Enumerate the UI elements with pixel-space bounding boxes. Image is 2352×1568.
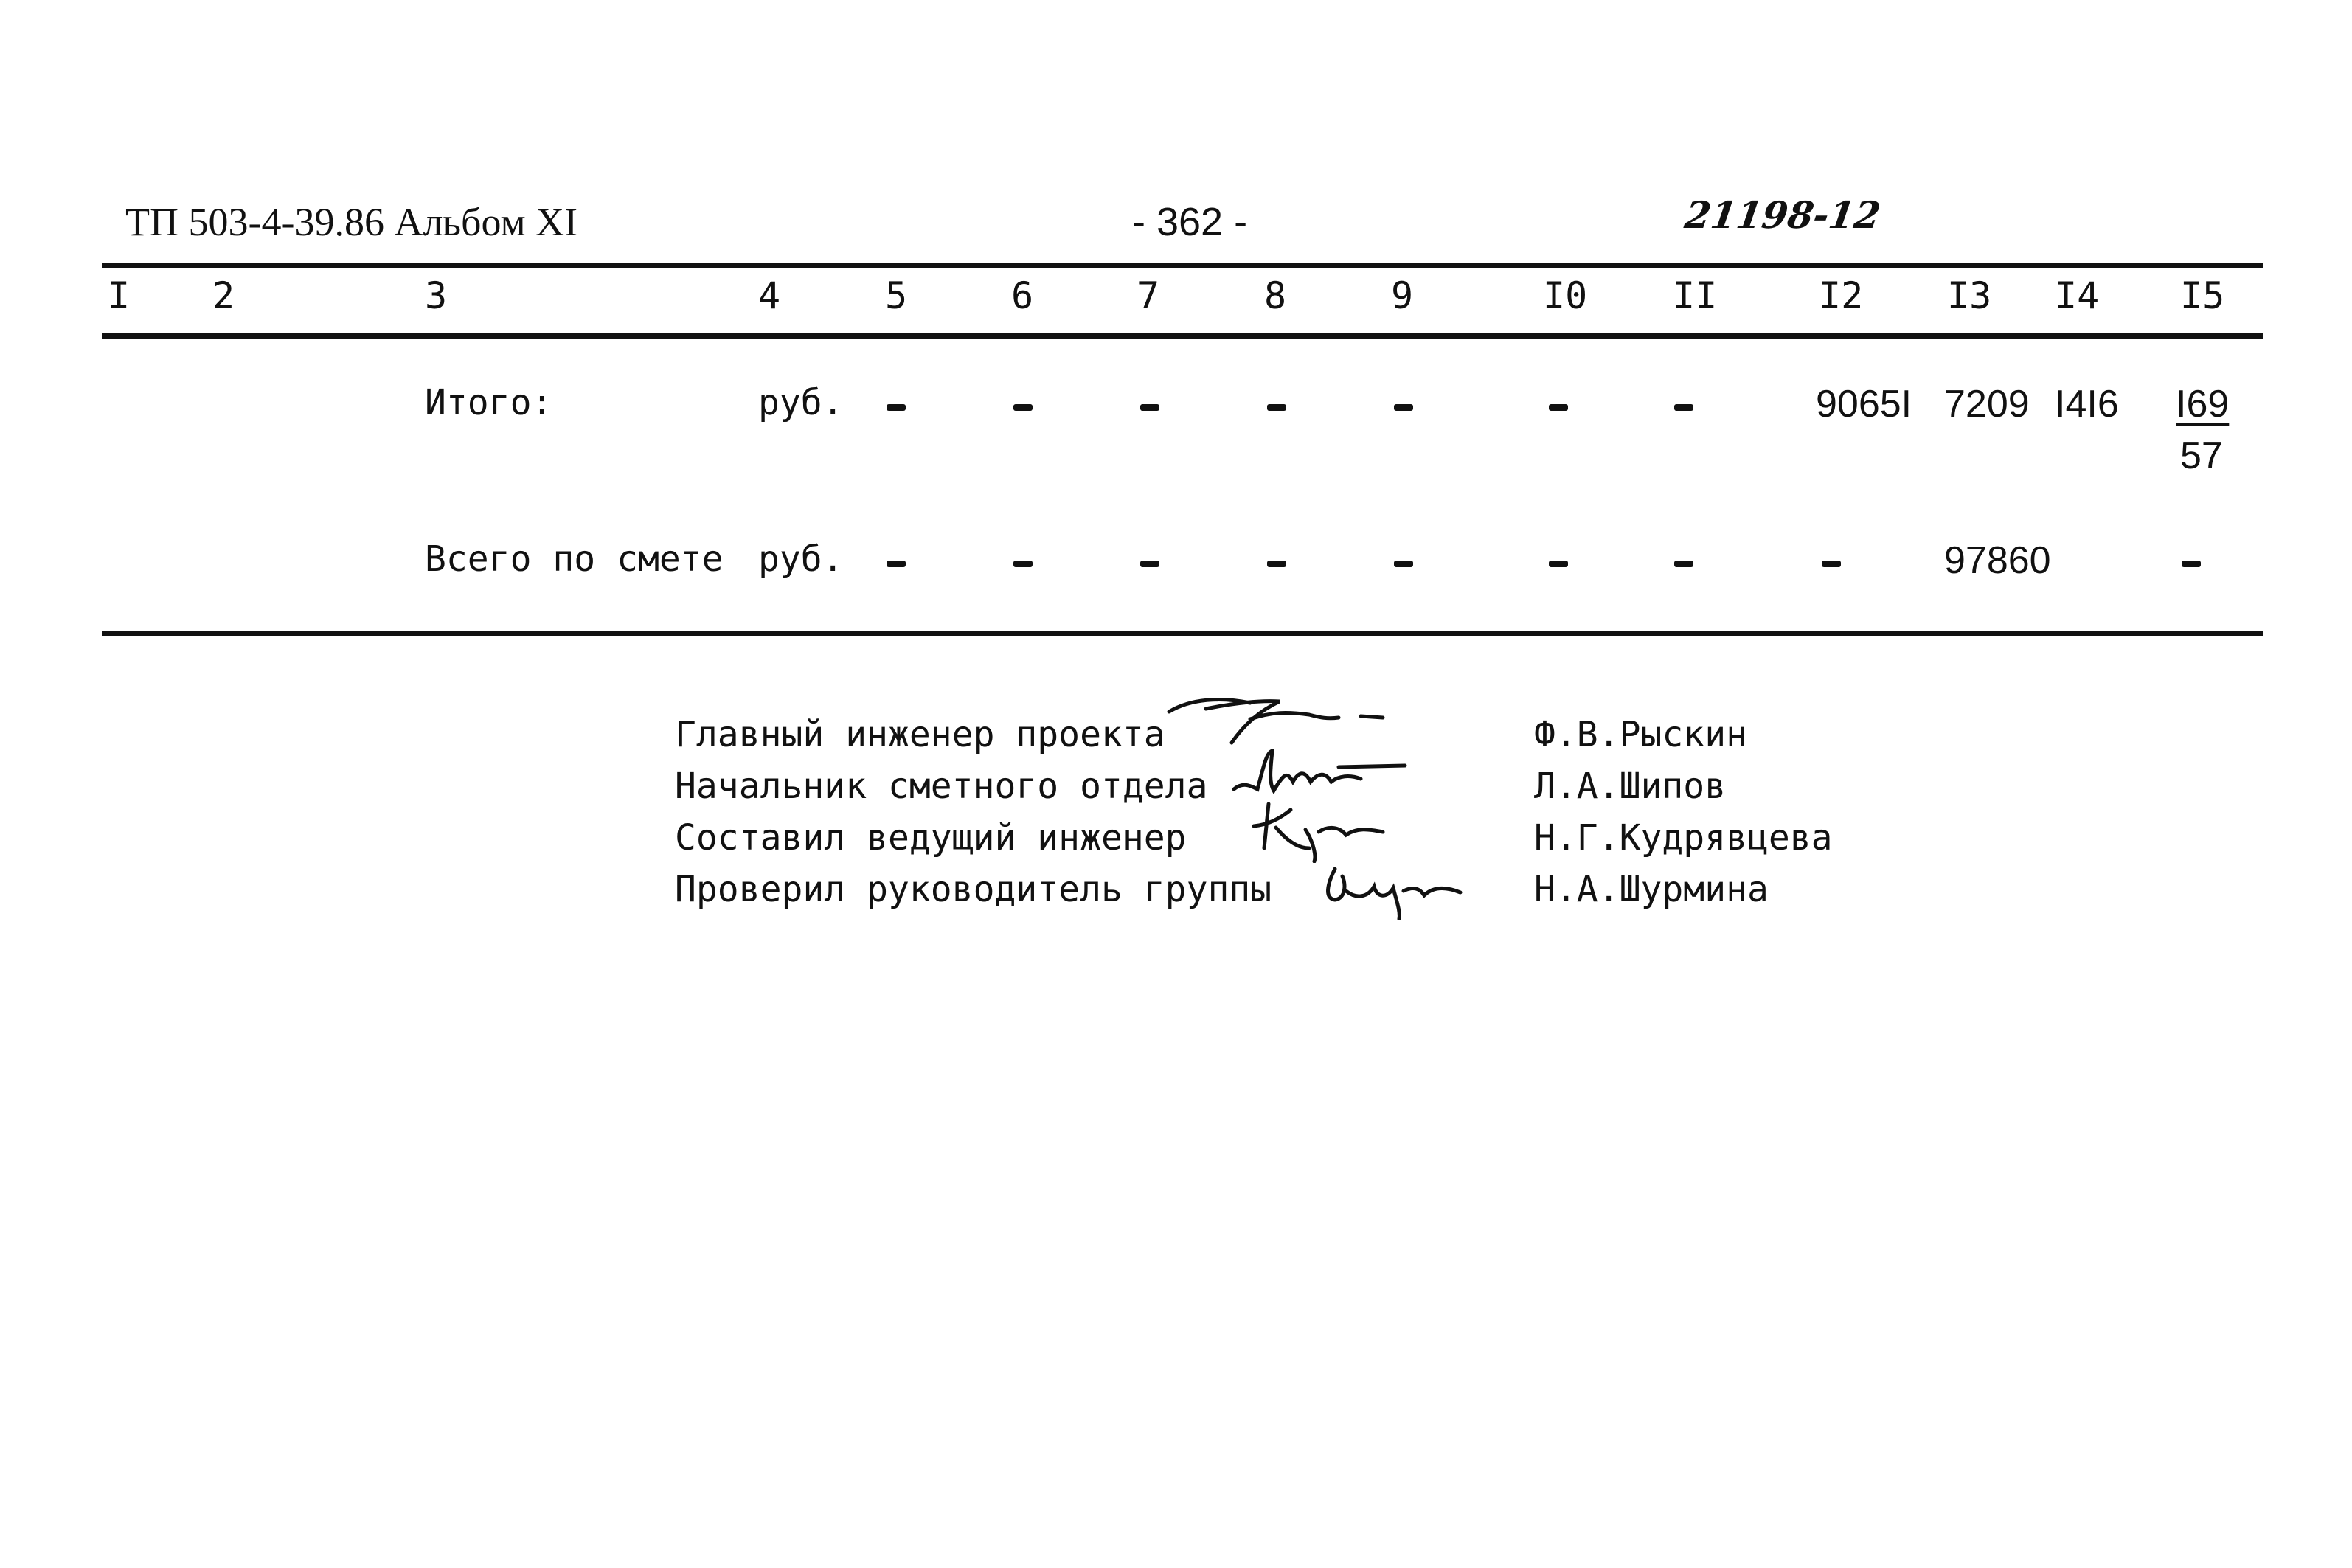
handwritten-signature xyxy=(1246,797,1394,863)
column-number: 2 xyxy=(212,274,235,317)
table-bottom-rule xyxy=(102,631,2263,636)
value-cell: I4I6 xyxy=(2055,383,2119,426)
empty-dash xyxy=(1267,404,1286,411)
empty-dash xyxy=(1140,404,1159,411)
column-number: I4 xyxy=(2055,274,2100,317)
signature-role: Проверил руководитель группы xyxy=(675,869,1272,910)
page-number: - 362 - xyxy=(1132,200,1248,244)
signatory-name: Ф.В.Рыскин xyxy=(1534,714,1747,755)
handwritten-signature xyxy=(1162,690,1412,749)
empty-dash xyxy=(1013,561,1033,567)
column-number: 7 xyxy=(1137,274,1160,317)
signature-role: Составил ведущий инженер xyxy=(675,817,1187,858)
column-number: I2 xyxy=(1819,274,1864,317)
fraction-denominator: 57 xyxy=(2180,434,2223,477)
document-code: ТП 503-4-39.86 Альбом XI xyxy=(125,200,578,244)
column-number: 6 xyxy=(1011,274,1034,317)
value-cell: 7209 xyxy=(1944,383,2030,426)
empty-dash xyxy=(1822,561,1841,567)
column-number: II xyxy=(1673,274,1718,317)
column-number: I xyxy=(108,274,131,317)
signature-role: Начальник сметного отдела xyxy=(675,766,1208,807)
column-number: 8 xyxy=(1264,274,1287,317)
column-number: 5 xyxy=(885,274,908,317)
unit-cell: руб. xyxy=(758,382,844,423)
empty-dash xyxy=(887,561,906,567)
column-number: I3 xyxy=(1947,274,1992,317)
row-label: Итого: xyxy=(425,382,553,423)
header-bottom-rule xyxy=(102,333,2263,339)
empty-dash xyxy=(887,404,906,411)
fraction-numerator: I69 xyxy=(2176,383,2230,426)
total-value-cell: 97860 xyxy=(1944,539,2051,582)
column-number: 9 xyxy=(1391,274,1414,317)
signatory-name: Л.А.Шипов xyxy=(1534,766,1727,807)
empty-dash xyxy=(1013,404,1033,411)
signatory-name: Н.Г.Кудрявцева xyxy=(1534,817,1833,858)
empty-dash xyxy=(2182,561,2201,567)
column-number: I0 xyxy=(1543,274,1588,317)
signatory-name: Н.А.Шурмина xyxy=(1534,869,1769,910)
empty-dash xyxy=(1549,561,1568,567)
unit-cell: руб. xyxy=(758,538,844,580)
column-number: I5 xyxy=(2180,274,2225,317)
empty-dash xyxy=(1394,561,1413,567)
empty-dash xyxy=(1394,404,1413,411)
column-number: 4 xyxy=(758,274,781,317)
signature-role: Главный инженер проекта xyxy=(675,714,1165,755)
empty-dash xyxy=(1140,561,1159,567)
handwritten-signature xyxy=(1228,745,1420,804)
empty-dash xyxy=(1674,561,1693,567)
column-number: 3 xyxy=(425,274,448,317)
empty-dash xyxy=(1674,404,1693,411)
empty-dash xyxy=(1549,404,1568,411)
value-cell: 9065I xyxy=(1816,383,1912,426)
sheet-reference: 21198-12 xyxy=(1682,193,1884,237)
table-top-rule xyxy=(102,263,2263,268)
row-label: Всего по смете xyxy=(425,538,724,580)
empty-dash xyxy=(1267,561,1286,567)
handwritten-signature xyxy=(1317,854,1479,920)
